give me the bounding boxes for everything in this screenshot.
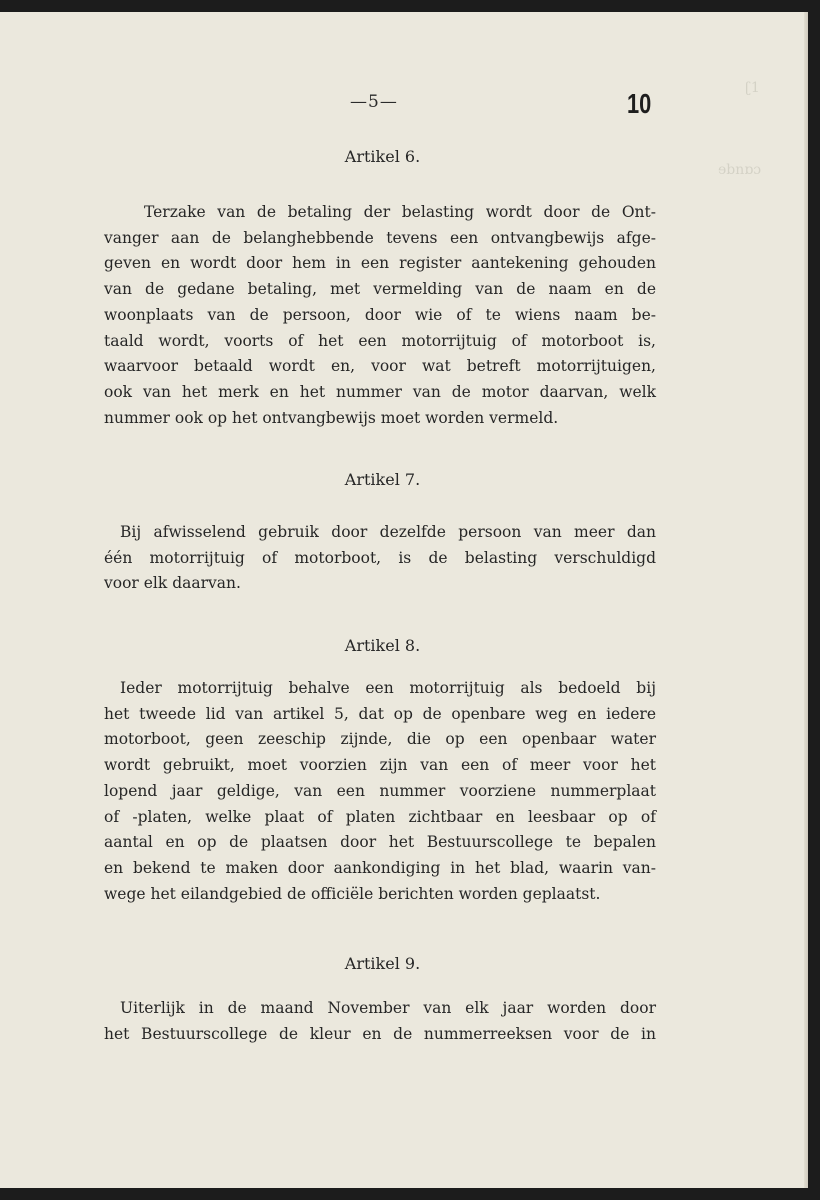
bleed-through-mark: ɘbnɒɔ: [718, 162, 762, 178]
document-page: [0, 12, 808, 1188]
article-7-heading: Artikel 7.: [344, 470, 421, 489]
article-6-heading: Artikel 6.: [344, 147, 421, 166]
article-8-line: Ieder motorrijtuig behalve een motorrijtuig als bedoeld bij: [120, 679, 656, 697]
page-edge: [804, 12, 808, 1188]
article-9-line: Uiterlijk in de maand November van elk jaar worden door: [120, 999, 656, 1017]
article-8-line: wege het eilandgebied de officiële berichten worden geplaatst.: [104, 884, 601, 903]
article-8-heading: Artikel 8.: [344, 636, 421, 655]
article-8-line: motorboot, geen zeeschip zijnde, die op een openbaar water: [104, 730, 656, 749]
article-6-line: woonplaats van de persoon, door wie of te wiens naam be-: [104, 305, 656, 324]
article-7-body: [104, 520, 656, 597]
page-number: —5—: [350, 92, 398, 112]
article-9-heading: Artikel 9.: [344, 954, 421, 973]
article-8-line: het tweede lid van artikel 5, dat op de openbare weg en iedere: [104, 704, 656, 723]
article-9-body: [104, 996, 656, 1047]
article-8-line: wordt gebruikt, moet voorzien zijn van een of meer voor het: [104, 756, 656, 775]
article-8-body: [104, 676, 656, 907]
article-6-line: Terzake van de betaling der belasting wordt door de Ont-: [144, 203, 656, 221]
bleed-through-mark: ʗ1: [745, 80, 760, 96]
article-8-line: en bekend te maken door aankondiging in het blad, waarin van-: [104, 858, 656, 877]
article-6-line: ook van het merk en het nummer van de motor daarvan, welk: [104, 382, 656, 401]
article-6-line: vanger aan de belanghebbende tevens een ontvangbewijs afge-: [104, 228, 656, 247]
article-6-line: nummer ook op het ontvangbewijs moet worden vermeld.: [104, 408, 559, 427]
article-8-line: aantal en op de plaatsen door het Bestuurscollege te bepalen: [104, 833, 656, 852]
article-6-line: taald wordt, voorts of het een motorrijtuig of motorboot is,: [104, 331, 656, 350]
article-8-line: lopend jaar geldige, van een nummer voorziene nummerplaat: [104, 781, 656, 800]
article-7-line: voor elk daarvan.: [104, 574, 241, 593]
article-7-line: Bij afwisselend gebruik door dezelfde persoon van meer dan: [120, 523, 656, 541]
document-number: 10: [627, 88, 652, 119]
article-6-line: waarvoor betaald wordt en, voor wat betreft motorrijtuigen,: [104, 357, 656, 376]
article-6-line: geven en wordt door hem in een register aantekening gehouden: [104, 254, 656, 273]
article-7-line: één motorrijtuig of motorboot, is de belasting verschuldigd: [104, 548, 656, 567]
article-6-body: [104, 200, 656, 431]
article-6-line: van de gedane betaling, met vermelding van de naam en de: [104, 280, 656, 299]
article-8-line: of -platen, welke plaat of platen zichtbaar en leesbaar op of: [104, 807, 656, 826]
article-9-line: het Bestuurscollege de kleur en de nummerreeksen voor de in: [104, 1024, 656, 1043]
